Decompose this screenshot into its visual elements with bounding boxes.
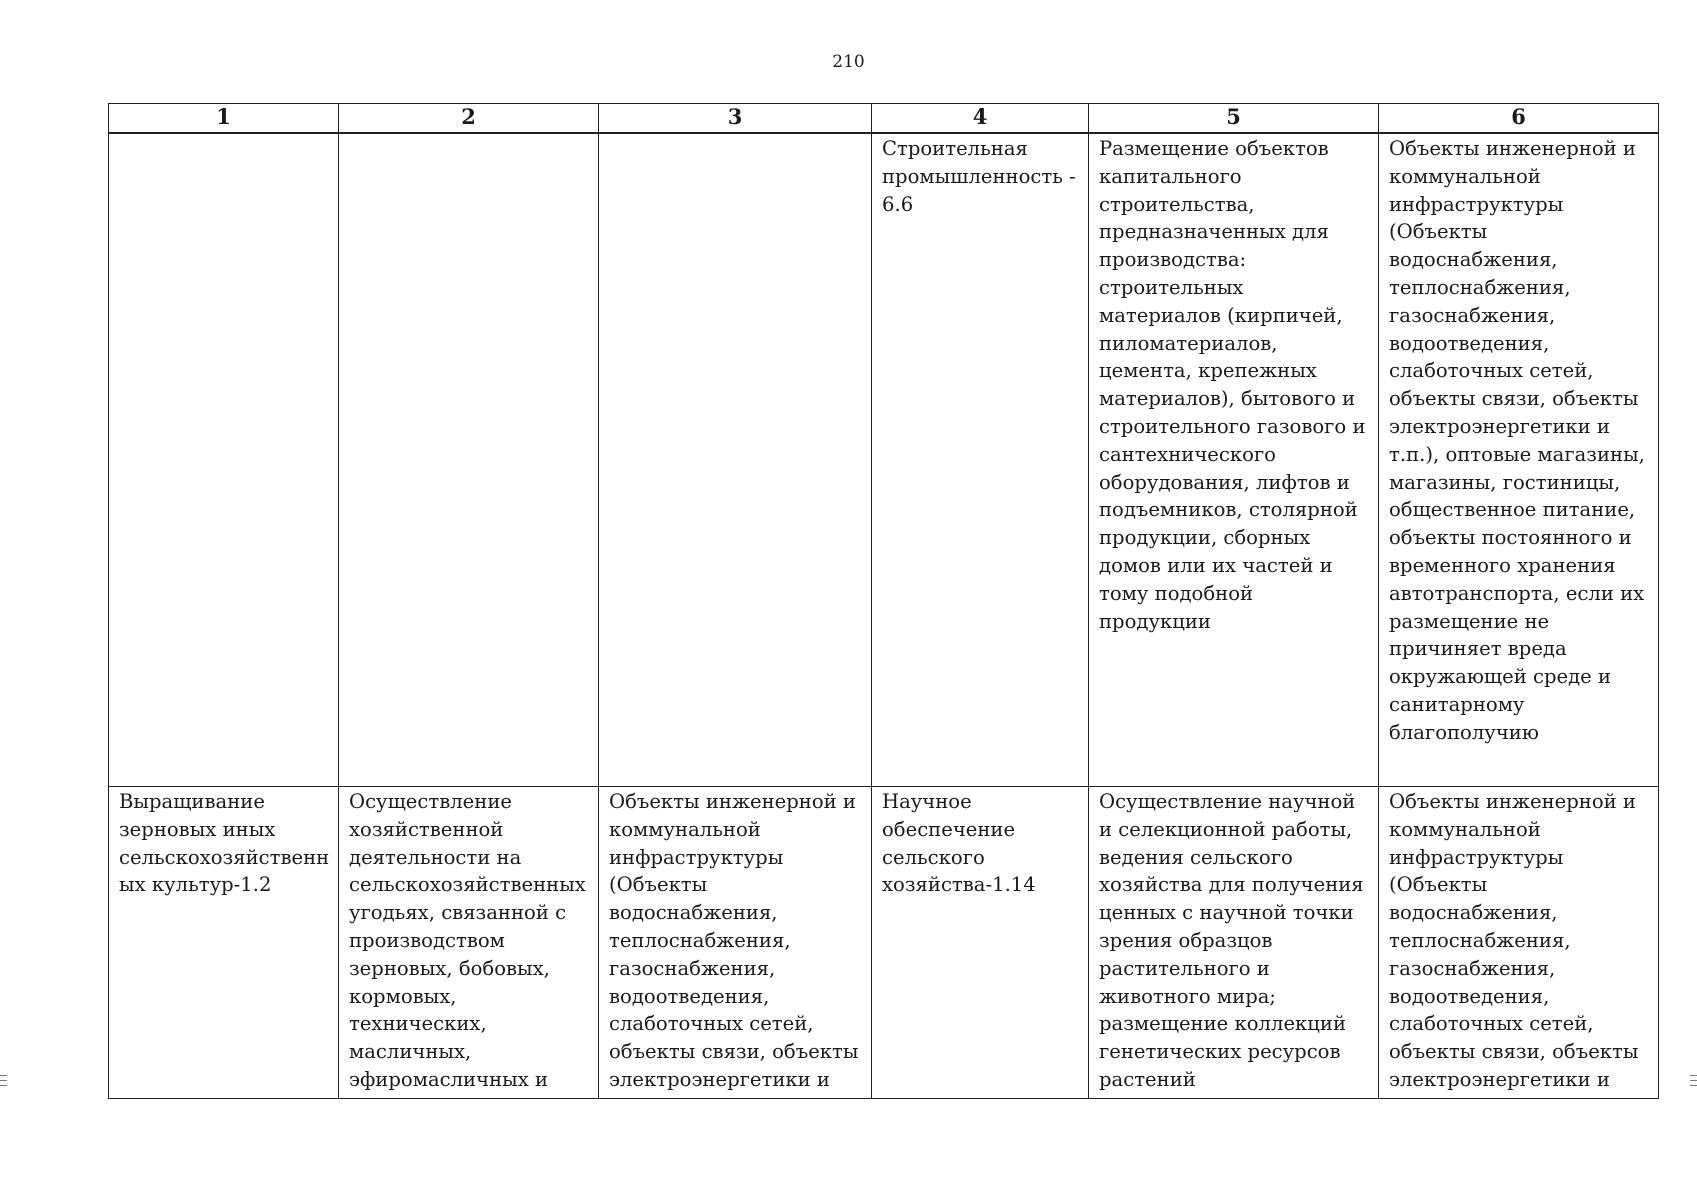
- table-cell: Объекты инженерной и коммунальной инфраструктуры (Объекты водоснабжения, теплоснабжения, газоснабжения, водоотведения, слаботочных сетей, объекты связи, объекты электроэнергетики и т.п.), оптовые магазины, магазины, гостиницы, общественное питание, объекты постоянного и временного хранения автотранспорта, если их размещение не причиняет вреда окружающей среде и санитарному благополучию: [1379, 133, 1659, 787]
- page-number: 210: [832, 52, 865, 72]
- table-cell: Осуществление научной и селекционной работы, ведения сельского хозяйства для получения ценных с научной точки зрения образцов растительного и животного мира; размещение коллекций генетических ресурсов растений: [1089, 787, 1379, 1099]
- table-header-row: [109, 104, 1659, 134]
- column-header: 4: [872, 104, 1089, 134]
- table-cell: Объекты инженерной и коммунальной инфраструктуры (Объекты водоснабжения, теплоснабжения, газоснабжения, водоотведения, слаботочных сетей, объекты связи, объекты электроэнергетики и: [599, 787, 872, 1099]
- table-row: [109, 787, 1659, 1099]
- table-cell: Объекты инженерной и коммунальной инфраструктуры (Объекты водоснабжения, теплоснабжения, газоснабжения, водоотведения, слаботочных сетей, объекты связи, объекты электроэнергетики и: [1379, 787, 1659, 1099]
- table-row: [109, 133, 1659, 787]
- table-cell: [109, 133, 339, 787]
- scan-edge-mark: [0, 1085, 7, 1086]
- table-cell: [339, 133, 599, 787]
- scan-edge-mark: [1690, 1080, 1697, 1081]
- table-cell: Выращивание зерновых иных сельскохозяйственн ых культур-1.2: [109, 787, 339, 1099]
- scan-edge-mark: [0, 1080, 7, 1081]
- column-header: 1: [109, 104, 339, 134]
- scan-edge-mark: [1690, 1085, 1697, 1086]
- column-header: 5: [1089, 104, 1379, 134]
- land-use-table: [108, 103, 1659, 1099]
- column-header: 3: [599, 104, 872, 134]
- scan-edge-mark: [0, 1075, 7, 1076]
- scan-edge-mark: [1690, 1075, 1697, 1076]
- table-cell: [599, 133, 872, 787]
- table-cell: Строительная промышленность - 6.6: [872, 133, 1089, 787]
- column-header: 2: [339, 104, 599, 134]
- table-cell: Научное обеспечение сельского хозяйства-1.14: [872, 787, 1089, 1099]
- table-cell: Осуществление хозяйственной деятельности на сельскохозяйственных угодьях, связанной с производством зерновых, бобовых, кормовых, технических, масличных, эфиромасличных и: [339, 787, 599, 1099]
- table-cell: Размещение объектов капитального строительства, предназначенных для производства: строительных материалов (кирпичей, пиломатериалов, цемента, крепежных материалов), бытового и строительного газового и сантехнического оборудования, лифтов и подъемников, столярной продукции, сборных домов или их частей и тому подобной продукции: [1089, 133, 1379, 787]
- column-header: 6: [1379, 104, 1659, 134]
